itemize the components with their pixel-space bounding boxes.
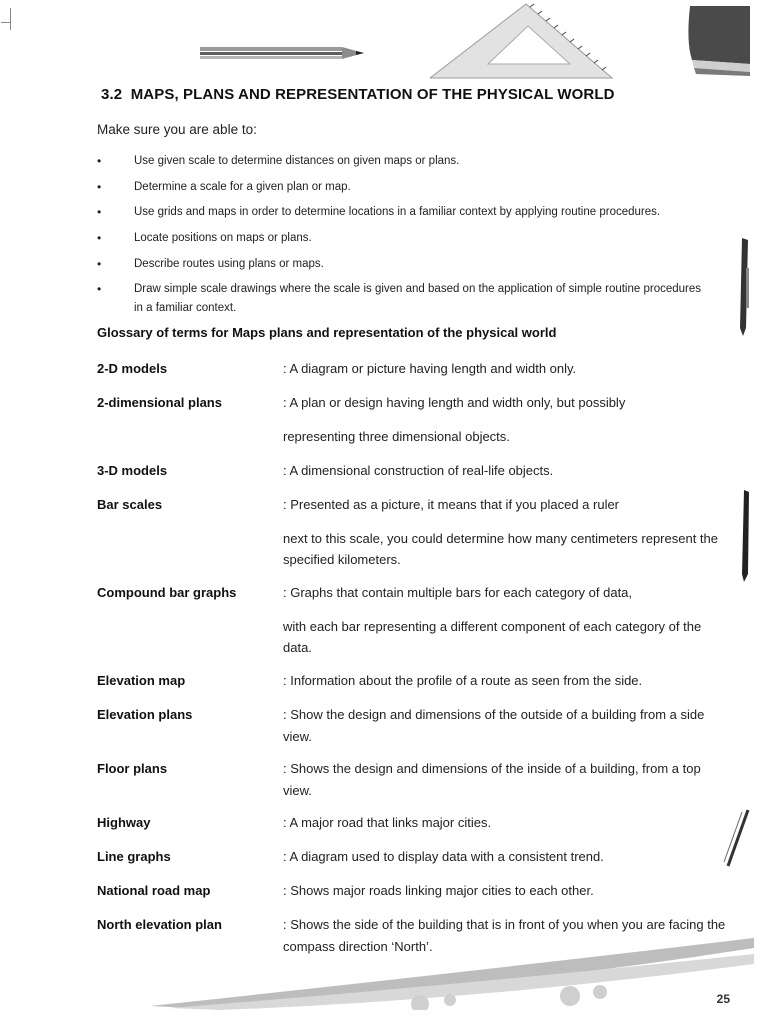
glossary-term: Compound bar graphs <box>97 585 237 600</box>
glossary-row <box>97 758 727 812</box>
list-item: • Determine a scale for a given plan or map. <box>97 178 707 204</box>
glossary-definition-continued: representing three dimensional objects. <box>283 428 510 444</box>
glossary-definition: : A plan or design having length and width only, but possibly <box>283 395 626 410</box>
glossary-term: 3-D models <box>97 463 168 478</box>
glossary-definition: : Information about the profile of a route as seen from the side. <box>283 673 643 688</box>
glossary-row <box>97 812 727 846</box>
glossary-definition: : A diagram used to display data with a consistent trend. <box>283 849 604 864</box>
set-square-icon <box>430 2 615 80</box>
glossary-definition-continued: next to this scale, you could determine how many centimeters represent the specified kilometers. <box>283 530 718 567</box>
crop-mark <box>10 8 29 30</box>
glossary-row <box>97 670 727 704</box>
glossary-definition: : Shows the side of the building that is in front of you when you are facing the compass direction ‘North’. <box>283 917 726 954</box>
glossary-term: 2-dimensional plans <box>97 395 222 410</box>
glossary-definition: : Show the design and dimensions of the outside of a building from a side view. <box>283 707 705 744</box>
glossary-row <box>97 392 727 460</box>
glossary-definition: : Presented as a picture, it means that if you placed a ruler <box>283 497 620 512</box>
list-item: • Describe routes using plans or maps. <box>97 255 707 281</box>
glossary-term: North elevation plan <box>97 917 222 932</box>
glossary-term: Bar scales <box>97 497 163 512</box>
book-icon <box>682 2 752 78</box>
glossary-definition: : Shows major roads linking major cities to each other. <box>283 883 594 898</box>
glossary-definition: : A dimensional construction of real-life objects. <box>283 463 554 478</box>
pen-icon <box>738 490 752 582</box>
glossary-row <box>97 846 727 880</box>
page-number: 25 <box>716 992 730 1006</box>
glossary-term: Floor plans <box>97 761 168 776</box>
glossary-definition: : Graphs that contain multiple bars for each category of data, <box>283 585 633 600</box>
glossary-term: Highway <box>97 815 151 830</box>
pencil-icon <box>198 44 368 68</box>
glossary-definition: : Shows the design and dimensions of the inside of a building, from a top view. <box>283 761 701 798</box>
intro-text: Make sure you are able to: <box>97 122 257 137</box>
list-item: • Use given scale to determine distances on given maps or plans. <box>97 152 707 178</box>
footer-swoosh-decoration <box>150 934 754 1010</box>
objectives-list <box>97 152 707 320</box>
glossary-term: National road map <box>97 883 211 898</box>
glossary-heading: Glossary of terms for Maps plans and representation of the physical world <box>97 325 557 340</box>
glossary-definition: : A diagram or picture having length and width only. <box>283 361 577 376</box>
glossary-term: 2-D models <box>97 361 168 376</box>
glossary-row <box>97 880 727 914</box>
section-title <box>101 86 615 103</box>
list-item: • Locate positions on maps or plans. <box>97 229 707 255</box>
glossary-row <box>97 704 727 758</box>
glossary-row <box>97 460 727 494</box>
glossary-list <box>97 358 727 964</box>
list-item: • Use grids and maps in order to determine locations in a familiar context by applying routine procedures. <box>97 203 707 229</box>
glossary-term: Elevation map <box>97 673 186 688</box>
glossary-row <box>97 358 727 392</box>
glossary-row <box>97 494 727 582</box>
pen-icon <box>734 238 752 338</box>
section-heading-text: MAPS, PLANS AND REPRESENTATION OF THE PHYSICAL WORLD <box>130 86 615 103</box>
glossary-term: Elevation plans <box>97 707 193 722</box>
glossary-term: Line graphs <box>97 849 171 864</box>
list-item: • Draw simple scale drawings where the scale is given and based on the application of simple routine procedures in a familiar context. <box>97 280 707 320</box>
glossary-definition: : A major road that links major cities. <box>283 815 492 830</box>
section-number: 3.2 <box>101 86 123 103</box>
glossary-definition-continued: with each bar representing a different component of each category of the data. <box>283 618 702 655</box>
glossary-row <box>97 582 727 670</box>
